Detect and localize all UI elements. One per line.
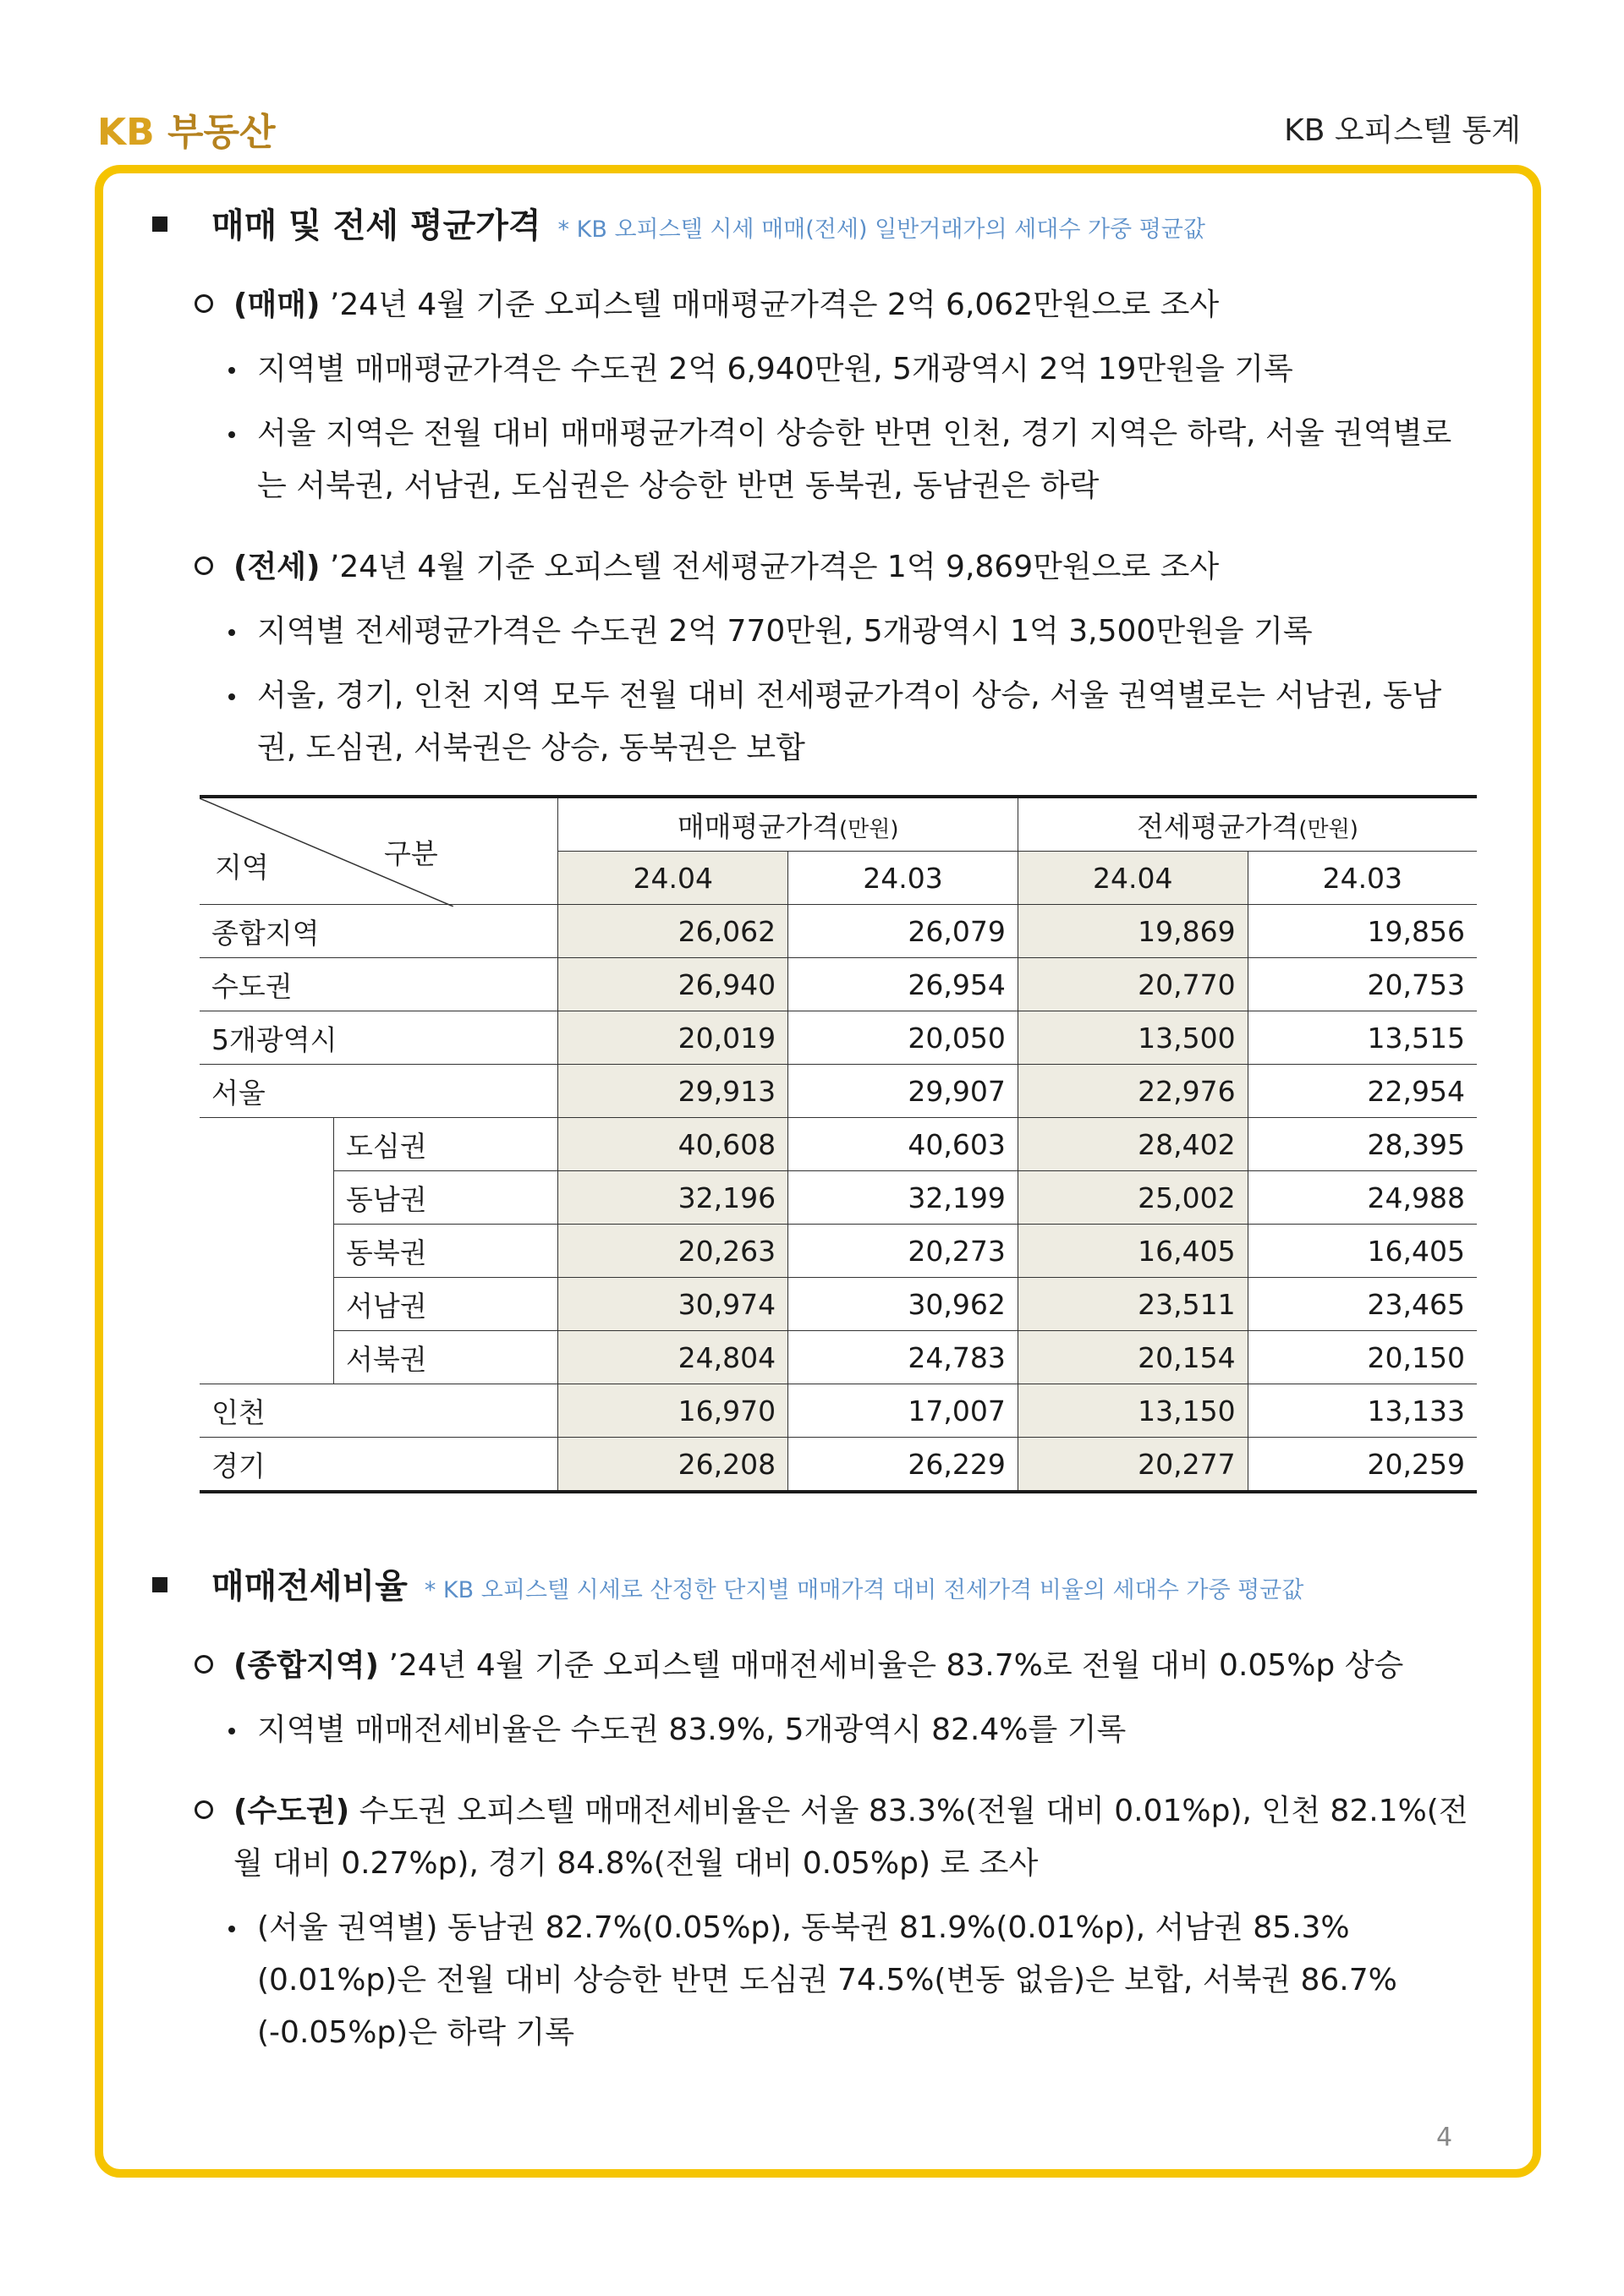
period-header: 24.04 bbox=[558, 852, 788, 905]
circle-bullet-icon bbox=[195, 1800, 213, 1819]
period-header: 24.04 bbox=[1018, 852, 1248, 905]
period-header: 24.03 bbox=[788, 852, 1018, 905]
section-price-header bbox=[152, 199, 1480, 247]
section-ratio-header bbox=[152, 1559, 1480, 1608]
dot-bullet-icon bbox=[228, 431, 235, 438]
jeonse-bullet-2: 서울, 경기, 인천 지역 모두 전월 대비 전세평균가격이 상승, 서울 권역별로는 서남권, 동남권, 도심권, 서북권은 상승, 동북권은 보합 bbox=[228, 670, 1480, 775]
table-row: 수도권 26,940 26,954 20,770 20,753 bbox=[200, 958, 1477, 1011]
table-row: 동북권 20,263 20,273 16,405 16,405 bbox=[200, 1225, 1477, 1278]
table-row: 경기 26,208 26,229 20,277 20,259 bbox=[200, 1438, 1477, 1493]
page-number: 4 bbox=[1436, 2123, 1453, 2152]
sale-summary bbox=[195, 279, 1480, 332]
table-row: 동남권 32,196 32,199 25,002 24,988 bbox=[200, 1171, 1477, 1225]
circle-bullet-icon bbox=[195, 556, 213, 575]
jeonse-summary bbox=[195, 541, 1480, 594]
sale-tag: (매매) bbox=[233, 288, 321, 322]
section-ratio-title: 매매전세비율 bbox=[211, 1567, 408, 1606]
section-price-note: * KB 오피스텔 시세 매매(전세) 일반거래가의 세대수 가중 평균값 bbox=[557, 216, 1205, 243]
circle-bullet-icon bbox=[195, 1655, 213, 1674]
logo-kb: KB bbox=[97, 111, 155, 154]
sale-bullet-1: 지역별 매매평균가격은 수도권 2억 6,940만원, 5개광역시 2억 19만원을 기록 bbox=[228, 343, 1480, 396]
corner-category-label: 구분 bbox=[384, 837, 438, 870]
document-title: KB 오피스텔 통계 bbox=[1284, 113, 1521, 148]
price-table bbox=[200, 795, 1477, 1493]
corner-region-label: 지역 bbox=[215, 851, 269, 884]
sale-bullet-2: 서울 지역은 전월 대비 매매평균가격이 상승한 반면 인천, 경기 지역은 하락, 서울 권역별로는 서북권, 서남권, 도심권은 상승한 반면 동북권, 동남권은 하락 bbox=[228, 408, 1480, 512]
dot-bullet-icon bbox=[228, 629, 235, 636]
table-row: 서남권 30,974 30,962 23,511 23,465 bbox=[200, 1278, 1477, 1331]
jeonse-tag: (전세) bbox=[233, 550, 321, 584]
dot-bullet-icon bbox=[228, 1728, 235, 1734]
dot-bullet-icon bbox=[228, 1926, 235, 1932]
period-header: 24.03 bbox=[1248, 852, 1477, 905]
ratio-total-summary bbox=[195, 1640, 1480, 1692]
ratio-capital-text: 수도권 오피스텔 매매전세비율은 서울 83.3%(전월 대비 0.01%p), 인천 82.1%(전월 대비 0.27%p), 경기 84.8%(전월 대비 0.05%p) 로 조사 bbox=[233, 1794, 1468, 1881]
table-row: 도심권 40,608 40,603 28,402 28,395 bbox=[200, 1118, 1477, 1171]
table-row: 5개광역시 20,019 20,050 13,500 13,515 bbox=[200, 1011, 1477, 1065]
dot-bullet-icon bbox=[228, 367, 235, 374]
seoul-subregion-spacer bbox=[200, 1118, 334, 1384]
table-row: 종합지역 26,062 26,079 19,869 19,856 bbox=[200, 905, 1477, 958]
sale-text: ’24년 4월 기준 오피스텔 매매평균가격은 2억 6,062만원으로 조사 bbox=[320, 288, 1220, 322]
kb-logo bbox=[97, 101, 275, 156]
section-price-title: 매매 및 전세 평균가격 bbox=[211, 206, 541, 245]
dot-bullet-icon bbox=[228, 693, 235, 700]
page-content bbox=[152, 199, 1480, 2059]
circle-bullet-icon bbox=[195, 294, 213, 313]
logo-name: 부동산 bbox=[167, 111, 276, 154]
jeonse-text: ’24년 4월 기준 오피스텔 전세평균가격은 1억 9,869만원으로 조사 bbox=[320, 550, 1220, 584]
section-ratio-note: * KB 오피스텔 시세로 산정한 단지별 매매가격 대비 전세가격 비율의 세대수 가중 평균값 bbox=[424, 1577, 1304, 1603]
table-row: 인천 16,970 17,007 13,150 13,133 bbox=[200, 1384, 1477, 1438]
ratio-total-text: ’24년 4월 기준 오피스텔 매매전세비율은 83.7%로 전월 대비 0.05%p 상승 bbox=[379, 1648, 1404, 1683]
table-corner-cell bbox=[200, 797, 558, 905]
square-bullet-icon bbox=[152, 216, 167, 232]
ratio-capital-tag: (수도권) bbox=[233, 1794, 350, 1828]
ratio-total-tag: (종합지역) bbox=[233, 1648, 380, 1683]
ratio-capital-bullet-1: (서울 권역별) 동남권 82.7%(0.05%p), 동북권 81.9%(0.01%p), 서남권 85.3%(0.01%p)은 전월 대비 상승한 반면 도심권 74.5%(변동 없음)은 보합, 서북권 86.7%(-0.05%p)은 하락 기록 bbox=[228, 1902, 1480, 2059]
price-table-body bbox=[200, 905, 1477, 1493]
jeonse-group-header: 전세평균가격(만원) bbox=[1018, 797, 1477, 852]
square-bullet-icon bbox=[152, 1577, 167, 1592]
sale-group-header: 매매평균가격(만원) bbox=[558, 797, 1018, 852]
jeonse-bullet-1: 지역별 전세평균가격은 수도권 2억 770만원, 5개광역시 1억 3,500만원을 기록 bbox=[228, 606, 1480, 658]
ratio-total-bullet-1: 지역별 매매전세비율은 수도권 83.9%, 5개광역시 82.4%를 기록 bbox=[228, 1704, 1480, 1756]
table-row: 서울 29,913 29,907 22,976 22,954 bbox=[200, 1065, 1477, 1118]
ratio-capital-summary bbox=[195, 1785, 1480, 1890]
table-row: 서북권 24,804 24,783 20,154 20,150 bbox=[200, 1331, 1477, 1384]
